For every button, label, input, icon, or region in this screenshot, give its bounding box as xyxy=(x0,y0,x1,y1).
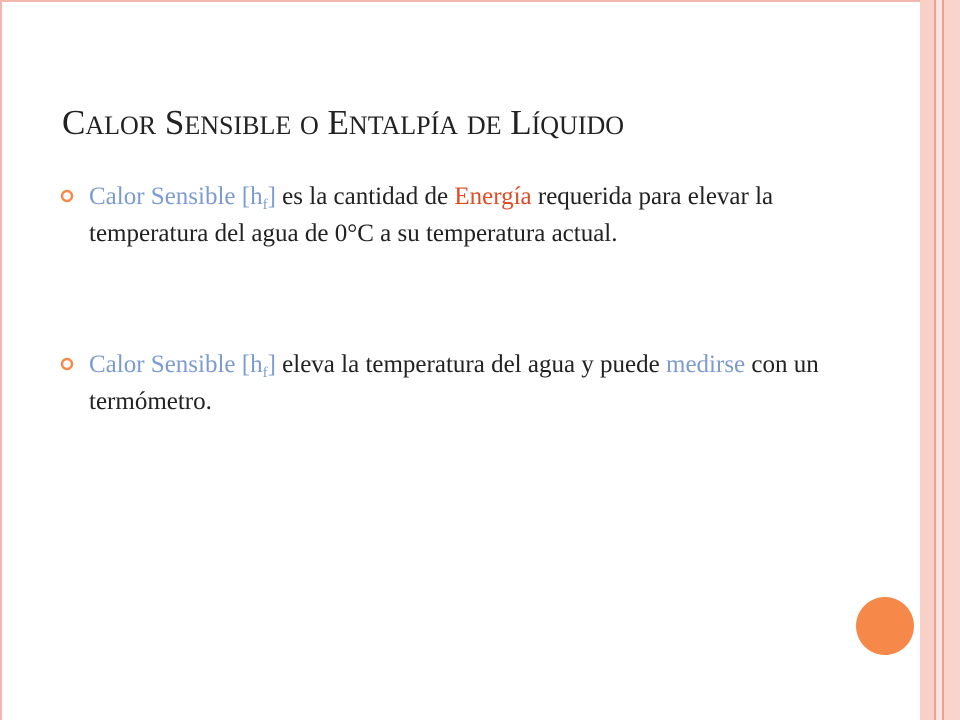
bullet-item xyxy=(60,346,820,420)
subscript: f xyxy=(262,197,268,213)
title-initial: S xyxy=(164,103,185,142)
title-word: ENSIBLE xyxy=(184,111,292,140)
title-word: NTALPÍA xyxy=(348,111,459,140)
title-initial: L xyxy=(510,103,532,142)
title-initial: E xyxy=(327,103,349,142)
slide-title xyxy=(62,100,624,149)
text-after: requerida para elevar la temperatura del agua de 0°C a su temperatura actual. xyxy=(89,183,774,247)
filled-circle-icon xyxy=(856,597,914,655)
title-word: ALOR xyxy=(85,111,157,140)
title-word: ÍQUIDO xyxy=(531,111,625,140)
highlight-word: medirse xyxy=(666,351,746,378)
text-after: con un termómetro. xyxy=(89,351,819,415)
term: Calor Sensible $[h_f]$ xyxy=(89,351,276,381)
title-initial: C xyxy=(62,103,86,142)
circle-outline-icon xyxy=(60,178,89,214)
decorative-stripe xyxy=(920,0,934,720)
term: Calor Sensible $[h_f]$ xyxy=(89,183,276,213)
title-word: O xyxy=(300,111,319,140)
text-before: es la cantidad de xyxy=(275,183,455,210)
subscript: f xyxy=(262,365,268,381)
bullet-text xyxy=(89,346,820,420)
circle-outline-icon xyxy=(60,346,89,382)
bullet-text xyxy=(89,178,820,252)
text-before: eleva la temperatura del agua y puede xyxy=(275,351,666,378)
title-word: DE xyxy=(466,111,502,140)
highlight-word: Energía xyxy=(454,183,532,210)
decorative-stripe xyxy=(944,0,960,720)
bullet-item xyxy=(60,178,820,252)
